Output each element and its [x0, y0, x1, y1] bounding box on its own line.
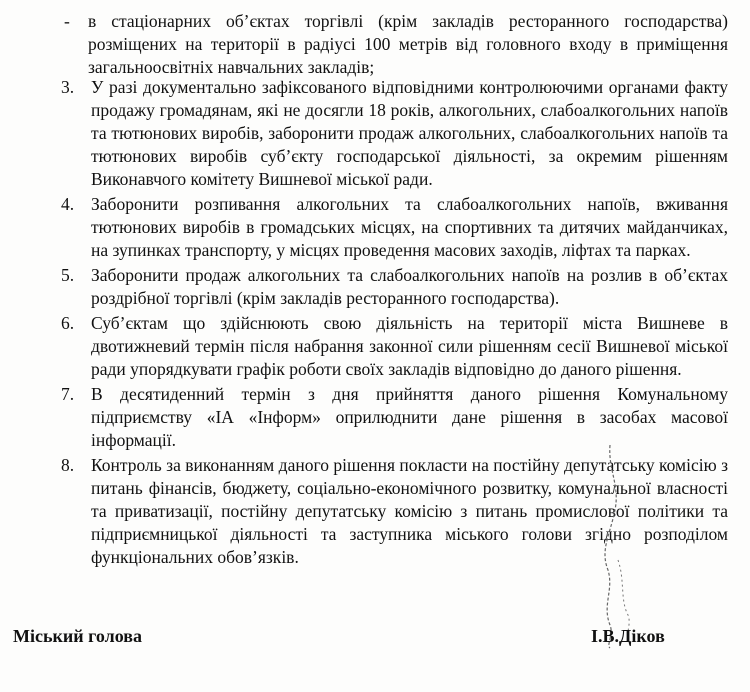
handwritten-signature: [580, 440, 640, 650]
item-number: 3.: [61, 77, 75, 97]
item-number: 5.: [61, 265, 75, 285]
mayor-name: І.В.Діков: [591, 626, 665, 646]
item-text: У разі документально зафіксованого відповідними контролюючими органами факту продажу громадянам, які не досягли 18 років, алкогольних, слабоалкогольних напоїв та тютюнових виробів, заборонити продаж алкогольних, слабоалкогольних напоїв та тютюнових виробів суб’єкту господарської діяльності, за окремим рішенням Виконавчого комітету Вишневої міської ради.: [91, 77, 728, 189]
item-text: В десятиденний термін з дня прийняття даного рішення Комунальному підприємству «ІА «Інформ» оприлюднити дане рішення в засобах масової інформації.: [91, 384, 728, 450]
mayor-title: Міський голова: [13, 626, 142, 646]
item-number: 7.: [61, 384, 75, 404]
list-item: [61, 264, 728, 310]
list-item: [61, 312, 728, 381]
item-number: 4.: [61, 194, 75, 214]
item-number: 6.: [61, 313, 75, 333]
bullet-marker: -: [64, 11, 70, 31]
bullet-text: в стаціонарних об’єктах торгівлі (крім закладів ресторанного господарства) розміщених на території в радіусі 100 метрів від головного входу в приміщення загальноосвітніх навчальних закладів;: [88, 11, 728, 77]
bullet-item: [64, 10, 728, 79]
list-item: [61, 193, 728, 262]
item-text: Заборонити розпивання алкогольних та слабоалкогольних напоїв, вживання тютюнових виробів в громадських місцях, на спортивних та дитячих майданчиках, на зупинках транспорту, у місцях проведення масових заходів, ліфтах та парках.: [91, 194, 728, 260]
item-text: Контроль за виконанням даного рішення покласти на постійну депутатську комісію з питань фінансів, бюджету, соціально-економічного розвитку, комунальної власності та приватизації, постійну депутатську комісію з питань промислової політики та підприємницької діяльності та заступника міського голови згідно розподілом функціональних обов’язків.: [91, 455, 728, 567]
item-number: 8.: [61, 455, 75, 475]
item-text: Суб’єктам що здійснюють свою діяльність на території міста Вишневе в двотижневий термін після набрання законної сили рішенням сесії Вишневої міської ради упорядкувати графік роботи своїх закладів відповідно до даного рішення.: [91, 313, 728, 379]
list-item: [61, 76, 728, 191]
item-text: Заборонити продаж алкогольних та слабоалкогольних напоїв на розлив в об’єктах роздрібної торгівлі (крім закладів ресторанного господарства).: [91, 265, 728, 308]
signature-block: [13, 626, 713, 652]
